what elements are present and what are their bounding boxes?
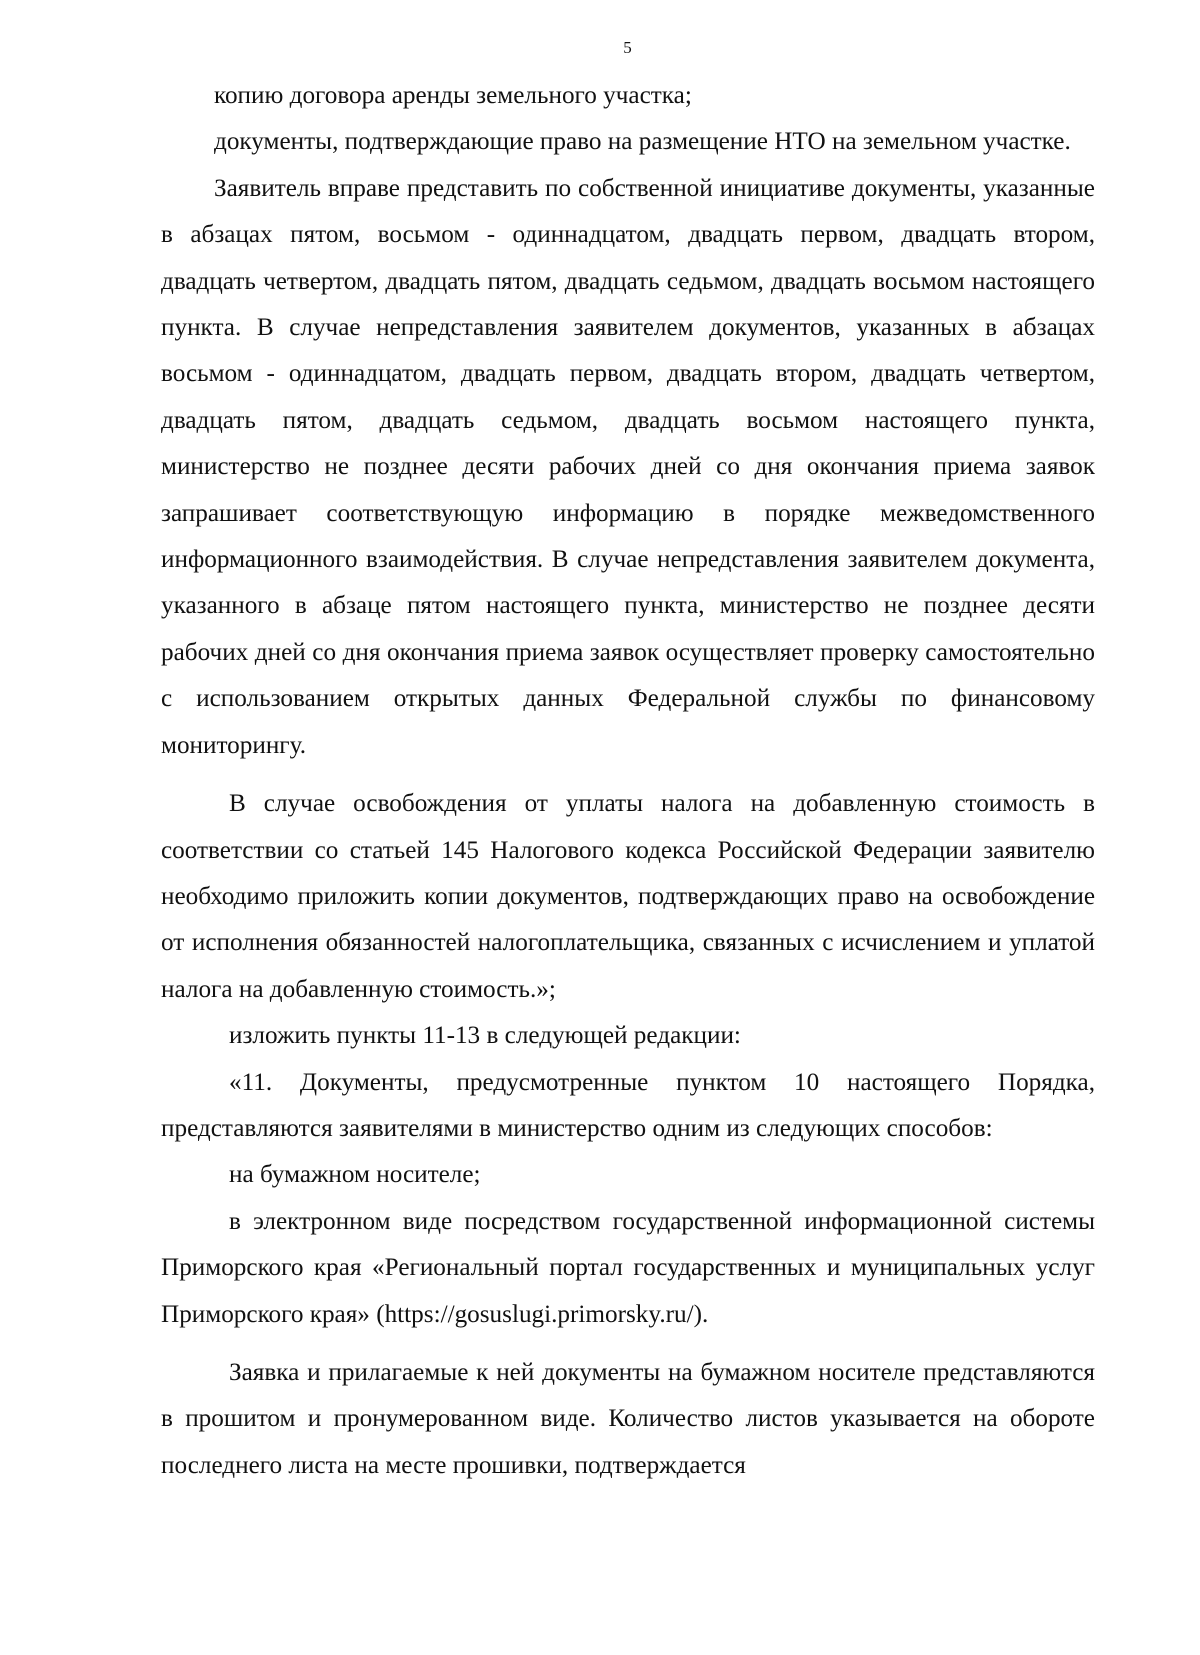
page-number: 5 (623, 38, 632, 57)
paragraph-item-11: «11. Документы, предусмотренные пунктом 10 настоящего Порядка, представляются заявителями в министерство одним из следующих способов: (161, 1068, 1095, 1142)
paragraph-electronic-method: в электронном виде посредством государственной информационной системы Приморского края «Региональный портал государственных и муниципальных услуг Приморского края» (https://gosuslugi.primorsky.ru/). (161, 1207, 1095, 1328)
paragraph-paper-format: Заявка и прилагаемые к ней документы на бумажном носителе представляются в прошитом и пронумерованном виде. Количество листов указывается на обороте последнего листа на месте прошивки, подтверждается (161, 1358, 1095, 1479)
document-body (161, 73, 1095, 1489)
paragraph-vat-exemption: В случае освобождения от уплаты налога на добавленную стоимость в соответствии со статьей 145 Налогового кодекса Российской Федерации заявителю необходимо приложить копии документов, подтверждающих право на освобождение от исполнения обязанностей налогоплательщика, связанных с исчислением и уплатой налога на добавленную стоимость.»; (161, 790, 1095, 1003)
paragraph-applicant-documents: Заявитель вправе представить по собственной инициативе документы, указанные в абзацах пятом, восьмом - одиннадцатом, двадцать первом, двадцать втором, двадцать четвертом, двадцать пятом, двадцать седьмом, двадцать восьмом настоящего пункта. В случае непредставления заявителем документов, указанных в абзацах восьмом - одиннадцатом, двадцать первом, двадцать втором, двадцать четвертом, двадцать пятом, двадцать седьмом, двадцать восьмом настоящего пункта, министерство не позднее десяти рабочих дней со дня окончания приема заявок запрашивает соответствующую информацию в порядке межведомственного информационного взаимодействия. В случае непредставления заявителем документа, указанного в абзаце пятом настоящего пункта, министерство не позднее десяти рабочих дней со дня окончания приема заявок осуществляет проверку самостоятельно с использованием открытых данных Федеральной службы по финансовому мониторингу. (161, 174, 1095, 759)
paragraph-placement-rights: документы, подтверждающие право на размещение НТО на земельном участке. (214, 128, 1071, 156)
paragraph-amendment-intro: изложить пункты 11-13 в следующей редакции: (229, 1022, 741, 1050)
paragraph-lease-copy: копию договора аренды земельного участка; (214, 82, 692, 109)
paragraph-paper-method: на бумажном носителе; (229, 1161, 481, 1189)
